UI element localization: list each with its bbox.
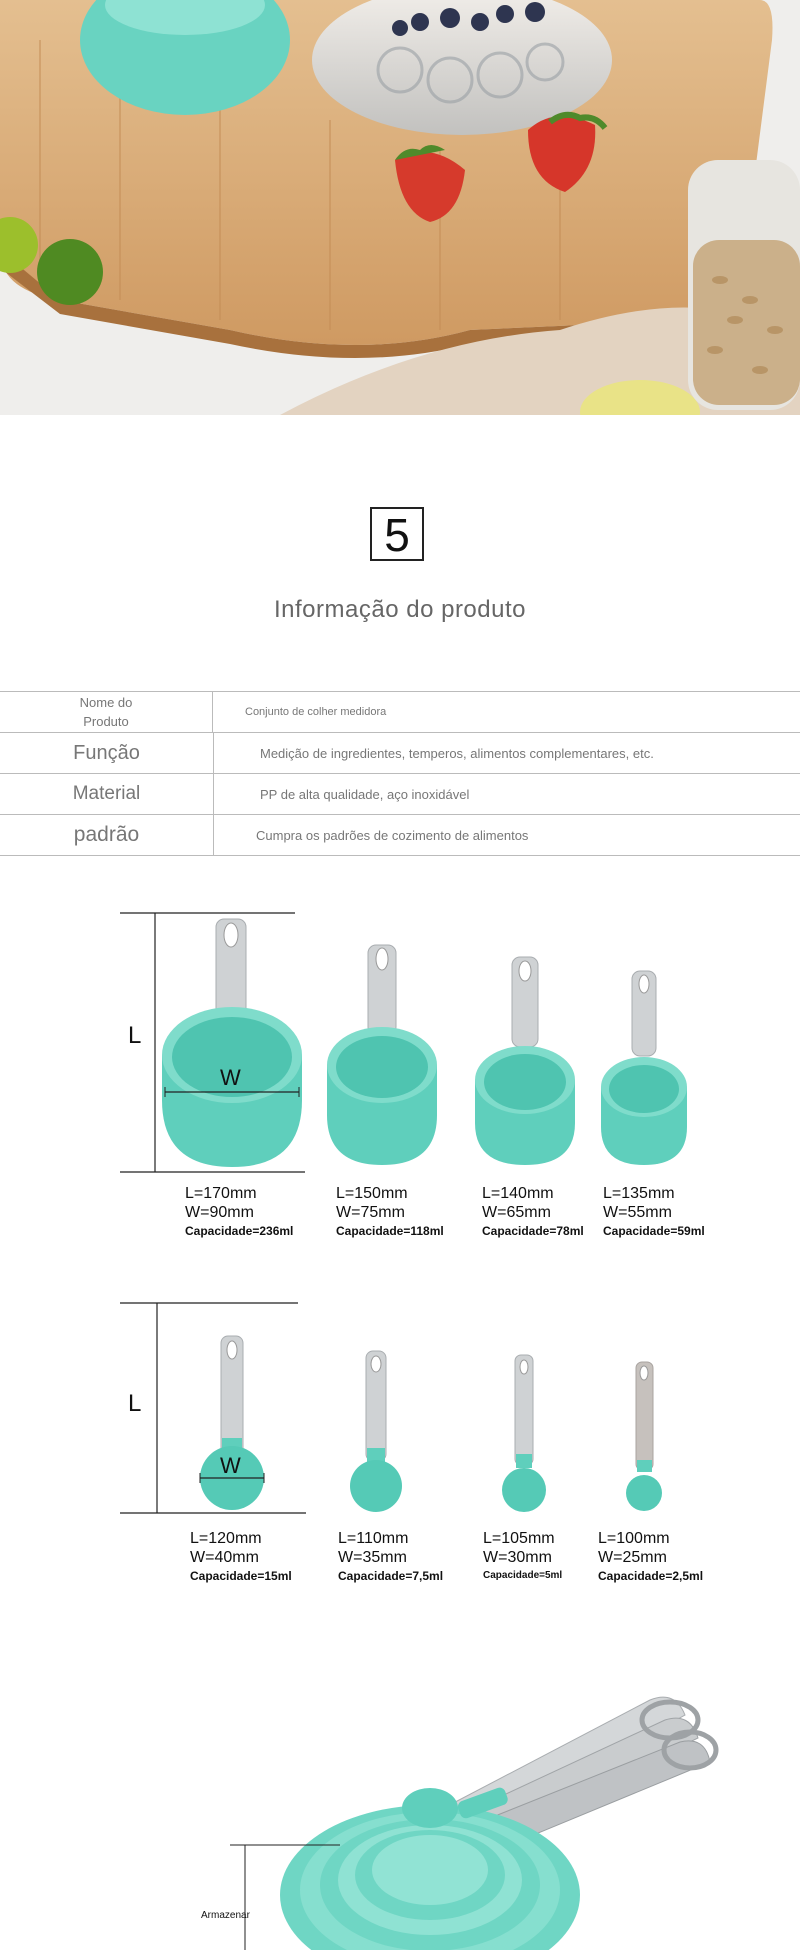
spoon-spec-4 <box>598 1529 703 1585</box>
spoon-length: L=100mm <box>598 1530 670 1547</box>
spoon-capacity: Capacidade=15ml <box>190 1569 292 1583</box>
hero-photo <box>0 0 800 415</box>
cup-capacity: Capacidade=118ml <box>336 1224 444 1238</box>
row-value: Medição de ingredientes, temperos, alimentos complementares, etc. <box>260 745 654 761</box>
row-value: Cumpra os padrões de cozimento de alimentos <box>256 827 529 843</box>
nested-set-illustration <box>0 1680 800 1950</box>
spoon-width: W=40mm <box>190 1549 259 1566</box>
cup-spec-1 <box>185 1184 293 1240</box>
row-key: Nome do Produto <box>0 692 213 732</box>
row-value: PP de alta qualidade, aço inoxidável <box>260 786 470 802</box>
cup-spec-2 <box>336 1184 444 1240</box>
spoon-spec-3 <box>483 1529 562 1585</box>
spoon-width: W=30mm <box>483 1549 552 1566</box>
measuring-spoon-1 <box>200 1336 264 1510</box>
cup-width: W=75mm <box>336 1204 405 1221</box>
spoon-spec-1 <box>190 1529 292 1585</box>
cup-length: L=150mm <box>336 1185 408 1202</box>
width-dimension-label: W <box>220 1453 241 1478</box>
spoon-length: L=110mm <box>338 1530 409 1547</box>
cups-size-diagram <box>0 895 800 1255</box>
spoon-width: W=35mm <box>338 1549 407 1566</box>
stacked-storage-photo <box>0 1680 800 1950</box>
table-row <box>0 773 800 814</box>
spoon-capacity: Capacidade=7,5ml <box>338 1569 444 1583</box>
measuring-cup-1 <box>162 919 302 1167</box>
section-number-badge: 5 <box>370 507 424 561</box>
row-key: Função <box>0 733 214 773</box>
table-row <box>0 691 800 732</box>
spoon-width: W=25mm <box>598 1549 667 1566</box>
cups-illustration <box>0 895 800 1175</box>
cup-capacity: Capacidade=59ml <box>603 1224 705 1238</box>
spoons-illustration <box>0 1298 800 1518</box>
lime <box>37 239 103 305</box>
kitchen-scene-illustration <box>0 0 800 415</box>
cup-capacity: Capacidade=236ml <box>185 1224 294 1238</box>
row-key: padrão <box>0 815 214 855</box>
cup-capacity: Capacidade=78ml <box>482 1224 584 1238</box>
measuring-spoon-2 <box>350 1351 402 1512</box>
cup-width: W=55mm <box>603 1204 672 1221</box>
spoon-length: L=120mm <box>190 1530 262 1547</box>
spoons-size-diagram <box>0 1298 800 1598</box>
spoon-spec-2 <box>338 1529 443 1585</box>
row-value: Conjunto de colher medidora <box>245 706 387 718</box>
measuring-cup-2 <box>327 945 437 1165</box>
product-info-table <box>0 691 800 856</box>
table-row <box>0 814 800 856</box>
length-dimension-label: L <box>128 1390 142 1417</box>
spoon-length: L=105mm <box>483 1530 555 1547</box>
cup-length: L=170mm <box>185 1185 257 1202</box>
length-dimension-label: L <box>128 1022 142 1049</box>
measuring-cup-4 <box>601 971 687 1165</box>
width-dimension-label: W <box>220 1065 241 1090</box>
spoon-capacity: Capacidade=5ml <box>483 1570 563 1581</box>
storage-label: Armazenar <box>201 1910 250 1921</box>
measuring-cup-3 <box>475 957 575 1165</box>
cup-width: W=65mm <box>482 1204 551 1221</box>
row-key: Material <box>0 774 214 814</box>
section-title: Informação do produto <box>274 596 526 623</box>
cup-spec-3 <box>482 1184 584 1240</box>
cup-length: L=135mm <box>603 1185 675 1202</box>
cup-spec-4 <box>603 1184 705 1240</box>
measuring-spoon-4 <box>626 1362 662 1511</box>
cup-width: W=90mm <box>185 1204 254 1221</box>
measuring-spoon-3 <box>502 1355 546 1512</box>
spoon-capacity: Capacidade=2,5ml <box>598 1569 704 1583</box>
cup-length: L=140mm <box>482 1185 554 1202</box>
table-row <box>0 732 800 773</box>
